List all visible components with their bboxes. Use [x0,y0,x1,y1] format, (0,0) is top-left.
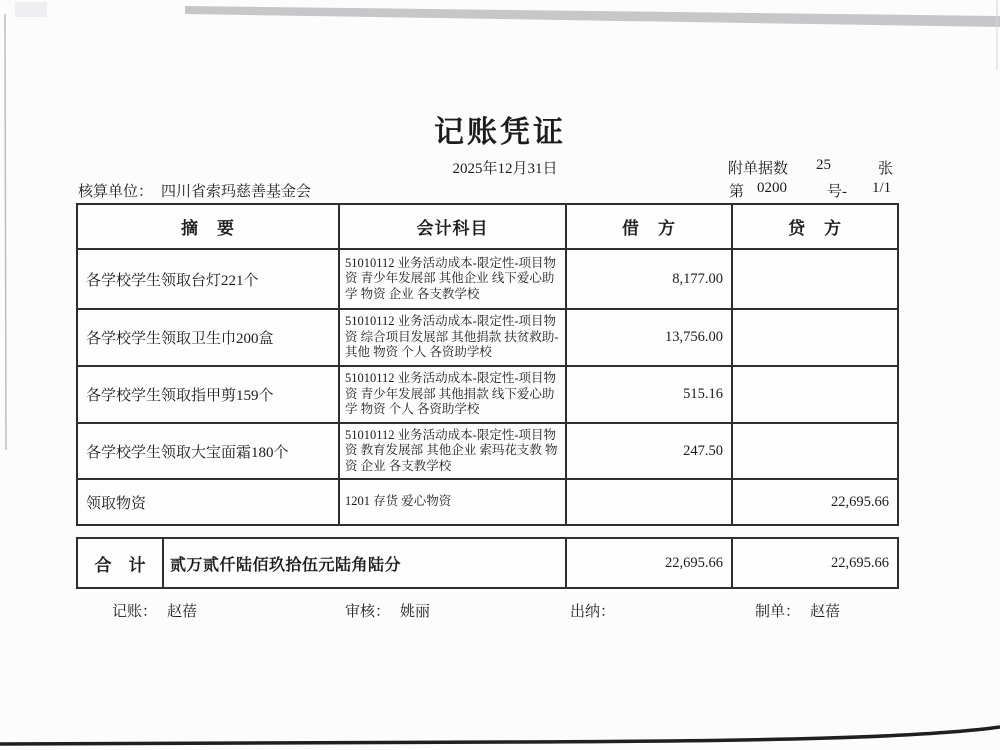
page-indicator: 1/1 [872,180,892,196]
attachment-count: 25 [816,157,831,173]
attachment-count-line [728,157,893,178]
cashier-label: 出纳： [570,604,616,620]
table-row-summary: 各学校学生领取指甲剪159个 [78,367,340,424]
paper-top-edge [185,6,1000,27]
voucher-number-value: 0200 [757,180,787,196]
table-row-credit [733,424,897,480]
preparer-label: 制单： [755,604,801,620]
table-row-debit: 515.16 [567,367,733,424]
col-header-credit: 贷 方 [733,205,897,250]
bookkeeper-label: 记账： [112,604,158,620]
table-row-account: 51010112 业务活动成本-限定性-项目物资 综合项目发展部 其他捐款 扶贫救助-其他 物资 个人 各资助学校 [340,310,567,367]
table-row-credit [733,250,897,310]
accounting-unit-label: 核算单位： [78,184,154,200]
table-row-credit [733,367,897,424]
bookkeeper-signature [112,600,197,621]
table-row-summary: 各学校学生领取台灯221个 [78,250,340,310]
accounting-unit-line [78,180,311,201]
total-credit: 22,695.66 [831,554,889,571]
reviewer-label: 审核： [345,604,391,620]
attachment-unit: 张 [878,161,894,177]
total-amount-in-words: 贰万贰仟陆佰玖拾伍元陆角陆分 [164,539,567,587]
table-row-debit: 247.50 [567,424,733,480]
col-header-debit: 借 方 [567,205,733,250]
total-label: 合 计 [78,539,164,587]
attachment-label: 附单据数 [728,161,789,177]
voucher-table [76,203,899,526]
total-row [76,537,899,589]
cashier-signature [570,600,625,621]
table-row-account: 51010112 业务活动成本-限定性-项目物资 教育发展部 其他企业 索玛花支教 物资 企业 各支教学校 [340,424,567,480]
voucher-date: 2025年12月31日 [452,161,558,177]
table-row-debit: 8,177.00 [567,250,733,310]
table-row-summary: 各学校学生领取大宝面霜180个 [78,424,340,480]
table-row-credit: 22,695.66 [831,493,889,510]
reviewer-name: 姚丽 [400,604,431,620]
voucher-number-line [729,180,891,201]
preparer-signature [755,600,840,621]
table-row-summary: 领取物资 [78,480,340,524]
table-row-credit [733,310,897,367]
total-debit: 22,695.66 [567,539,733,587]
table-row-debit: 13,756.00 [567,310,733,367]
col-header-account: 会计科目 [340,205,567,250]
accounting-unit-name: 四川省索玛慈善基金会 [161,184,312,200]
table-row-summary: 各学校学生领取卫生巾200盒 [78,310,340,367]
col-header-summary: 摘 要 [78,205,340,250]
bookkeeper-name: 赵蓓 [167,604,198,620]
table-row-debit [567,480,733,524]
paper-left-edge [5,14,6,450]
page-title: 记账凭证 [434,116,566,149]
voucher-number-suffix: 号- [827,184,847,200]
voucher-number-prefix: 第 [729,184,745,200]
preparer-name: 赵蓓 [810,604,841,620]
reviewer-signature [345,600,430,621]
table-row-account: 51010112 业务活动成本-限定性-项目物资 青少年发展部 其他捐款 线下爱心助学 物资 个人 各资助学校 [340,367,567,424]
table-row-account: 1201 存货 爱心物资 [340,480,567,524]
paper-bottom-edge [0,727,1000,744]
table-row-account: 51010112 业务活动成本-限定性-项目物资 青少年发展部 其他企业 线下爱心助学 物资 企业 各支教学校 [340,250,567,310]
